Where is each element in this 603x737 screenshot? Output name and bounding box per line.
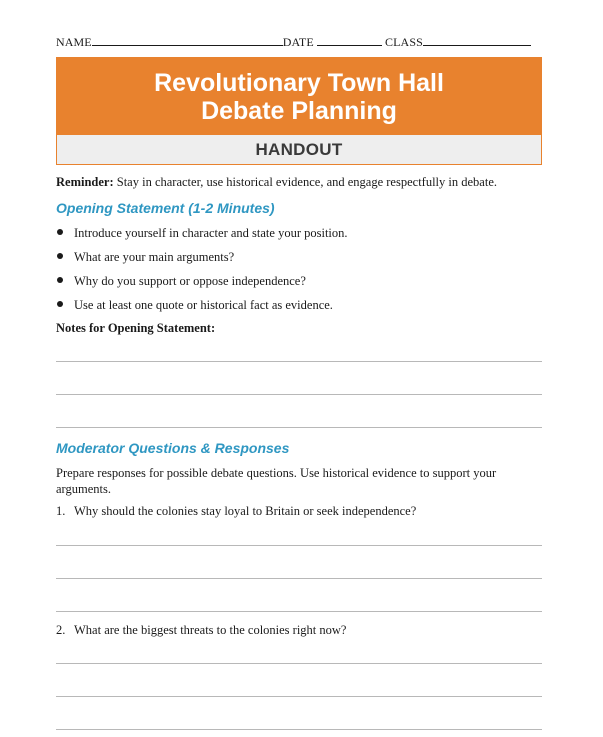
- writing-line[interactable]: [56, 663, 542, 664]
- name-label: NAME: [56, 35, 92, 49]
- list-item: [56, 225, 542, 249]
- title-box: [56, 57, 542, 165]
- writing-line[interactable]: [56, 696, 542, 697]
- question-text: What are the biggest threats to the colonies right now?: [74, 623, 347, 637]
- bullet-icon: [57, 301, 63, 307]
- date-blank[interactable]: [317, 34, 382, 46]
- reminder-text: Stay in character, use historical evidence, and engage respectfully in debate.: [113, 175, 497, 189]
- moderator-questions-heading: Moderator Questions & Responses: [56, 440, 290, 456]
- date-label: DATE: [282, 35, 314, 49]
- list-item: [56, 249, 542, 273]
- bullet-text: Why do you support or oppose independence?: [74, 274, 306, 288]
- title-band: [57, 58, 541, 135]
- question-number: 2.: [56, 623, 66, 637]
- bullet-text: Use at least one quote or historical fact as evidence.: [74, 298, 333, 312]
- opening-statement-heading: Opening Statement (1-2 Minutes): [56, 200, 275, 216]
- bullet-icon: [57, 229, 63, 235]
- bullet-text: Introduce yourself in character and state your position.: [74, 226, 348, 240]
- writing-line[interactable]: [56, 729, 542, 730]
- question-number: 1.: [56, 504, 66, 518]
- title-line-1: Revolutionary Town Hall: [154, 69, 444, 97]
- bullet-icon: [57, 277, 63, 283]
- name-blank[interactable]: [92, 34, 283, 46]
- opening-bullet-list: [56, 225, 542, 321]
- reminder: [56, 175, 542, 190]
- title-line-2: Debate Planning: [201, 97, 397, 125]
- student-info-line: [56, 34, 542, 50]
- writing-line[interactable]: [56, 545, 542, 546]
- writing-line[interactable]: [56, 394, 542, 395]
- writing-line[interactable]: [56, 578, 542, 579]
- list-item: [56, 273, 542, 297]
- class-blank[interactable]: [423, 34, 531, 46]
- writing-line[interactable]: [56, 611, 542, 612]
- writing-line[interactable]: [56, 427, 542, 428]
- notes-label: Notes for Opening Statement:: [56, 321, 216, 335]
- writing-line[interactable]: [56, 361, 542, 362]
- question-text: Why should the colonies stay loyal to Britain or seek independence?: [74, 504, 417, 518]
- list-item: [56, 297, 542, 321]
- bullet-icon: [57, 253, 63, 259]
- handout-label: HANDOUT: [57, 135, 541, 164]
- reminder-label: Reminder:: [56, 175, 114, 189]
- class-label: CLASS: [385, 35, 423, 49]
- moderator-intro: Prepare responses for possible debate questions. Use historical evidence to support your arguments.: [56, 466, 497, 496]
- bullet-text: What are your main arguments?: [74, 250, 235, 264]
